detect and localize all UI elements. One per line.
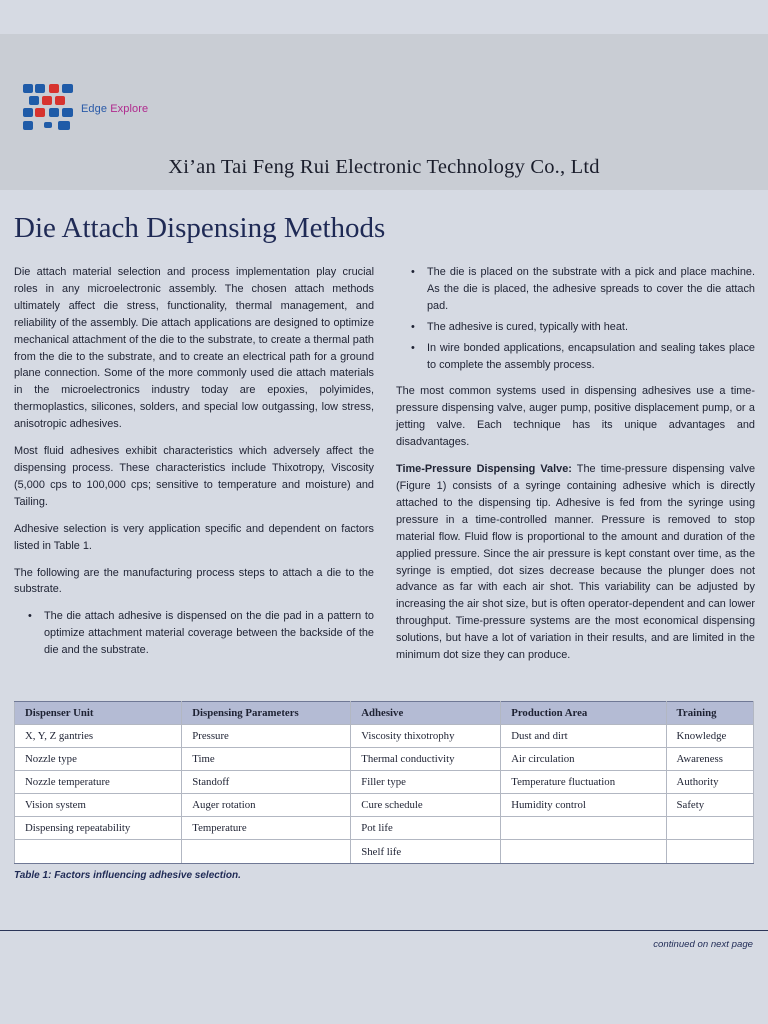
company-name: Xi’an Tai Feng Rui Electronic Technology Co., Ltd: [168, 156, 600, 178]
table-cell: Dust and dirt: [501, 725, 666, 748]
table-header-cell: Training: [666, 702, 753, 725]
table-cell: Time: [182, 748, 351, 771]
table-cell: Pressure: [182, 725, 351, 748]
table-cell: [501, 817, 666, 840]
table-cell: Temperature: [182, 817, 351, 840]
left-column: [14, 264, 374, 669]
dispensing-systems-paragraph: The most common systems used in dispensing adhesives use a time-pressure dispensing valve, auger pump, positive displacement pump, or a jetting valve. Each technique has its unique advantages and disadvantages.: [396, 385, 755, 449]
table-header-cell: Adhesive: [351, 702, 501, 725]
logo-word-explore: Explore: [110, 103, 149, 115]
time-pressure-body: The time-pressure dispensing valve (Figure 1) consists of a syringe containing adhesive which is directly attached to the dispensing tip. Adhesive is fed from the syringe using pressure in a time-controlled manner. Pressure is removed to stop material flow. Fluid flow is proportional to the amount and duration of the applied pressure. Since the air pressure is kept constant over time, as the syringe is emptied, dot sizes decrease because the plunger does not advance as far with each air shot. This variability can be adjusted by increasing the air shot size, but is often operator-dependent and can lower throughput. Time-pressure systems are the most economical dispensing solutions, but have a lot of variation in their results, and are limited in the minimum dot size they can produce.: [396, 463, 755, 662]
fluid-adhesives-paragraph: Most fluid adhesives exhibit characteristics which adversely affect the dispensing process. These characteristics include Thixotropy, Viscosity (5,000 cps to 100,000 cps; sensitive to temperature and moisture) and Tailing.: [14, 445, 374, 508]
table-cell: Standoff: [182, 771, 351, 794]
logo-text: [81, 103, 148, 115]
process-steps-list-continued: [396, 264, 755, 373]
table-cell: Filler type: [351, 771, 501, 794]
table-row: [15, 748, 754, 771]
continued-note: continued on next page: [653, 939, 753, 950]
table-header-row: [15, 702, 754, 725]
table-cell: Dispensing repeatability: [15, 817, 182, 840]
table-cell: Nozzle type: [15, 748, 182, 771]
list-item: • In wire bonded applications, encapsulation and sealing takes place to complete the assembly process.: [427, 340, 755, 374]
list-item: • The adhesive is cured, typically with heat.: [427, 319, 755, 336]
table-cell: [666, 840, 753, 863]
table-cell: X, Y, Z gantries: [15, 725, 182, 748]
table-cell: Awareness: [666, 748, 753, 771]
table-row: [15, 771, 754, 794]
process-steps-paragraph: The following are the manufacturing process steps to attach a die to the substrate.: [14, 566, 374, 596]
footer-divider: [0, 930, 768, 931]
table-header-cell: Production Area: [501, 702, 666, 725]
time-pressure-paragraph: [396, 461, 755, 664]
table-cell: Viscosity thixotrophy: [351, 725, 501, 748]
table-header-cell: Dispensing Parameters: [182, 702, 351, 725]
process-steps-list: [14, 608, 374, 659]
table-cell: Auger rotation: [182, 794, 351, 817]
table-cell: Thermal conductivity: [351, 748, 501, 771]
list-item: • The die is placed on the substrate with a pick and place machine. As the die is placed, the adhesive spreads to cover the die attach pad.: [427, 264, 755, 315]
logo-word-edge: Edge: [81, 103, 108, 115]
edge-explore-logo-icon: [22, 83, 78, 133]
table-cell: Pot life: [351, 817, 501, 840]
table-cell: [501, 840, 666, 863]
intro-paragraph: Die attach material selection and process implementation play crucial roles in any microelectronic assembly. The chosen attach methods ultimately affect die stress, functionality, thermal management, and reliability of the assembly. Die attach applications are designed to optimize mechanical attachment of the die to the substrate, to create a thermal path from the die to the substrate, and to create an electrical path for a ground plane connection. Some of the more commonly used die attach materials in the microelectronics industry today are epoxies, polyimides, thermoplastics, silicones, solders, and special low outgassing, low stress, anisotropic adhesives.: [14, 266, 374, 431]
page-title: Die Attach Dispensing Methods: [14, 212, 386, 244]
table-row: [15, 794, 754, 817]
list-item: • The die attach adhesive is dispensed on the die pad in a pattern to optimize attachment material coverage between the backside of the die and the substrate.: [44, 608, 374, 659]
table-cell: [15, 840, 182, 863]
table-cell: Shelf life: [351, 840, 501, 863]
table-cell: [182, 840, 351, 863]
table-cell: Knowledge: [666, 725, 753, 748]
table-cell: Temperature fluctuation: [501, 771, 666, 794]
table-caption: Table 1: Factors influencing adhesive selection.: [14, 870, 241, 881]
table-cell: Authority: [666, 771, 753, 794]
table-header-cell: Dispenser Unit: [15, 702, 182, 725]
table-cell: Humidity control: [501, 794, 666, 817]
right-column: [396, 264, 755, 674]
table-cell: Safety: [666, 794, 753, 817]
time-pressure-lead: Time-Pressure Dispensing Valve:: [396, 463, 572, 476]
table-cell: [666, 817, 753, 840]
table-cell: Cure schedule: [351, 794, 501, 817]
table-row: [15, 817, 754, 840]
table-cell: Air circulation: [501, 748, 666, 771]
table-row: [15, 725, 754, 748]
factors-table: [14, 701, 754, 864]
table-row: [15, 840, 754, 863]
table-cell: Vision system: [15, 794, 182, 817]
adhesive-selection-paragraph: Adhesive selection is very application specific and dependent on factors listed in Table 1.: [14, 522, 374, 552]
table-cell: Nozzle temperature: [15, 771, 182, 794]
